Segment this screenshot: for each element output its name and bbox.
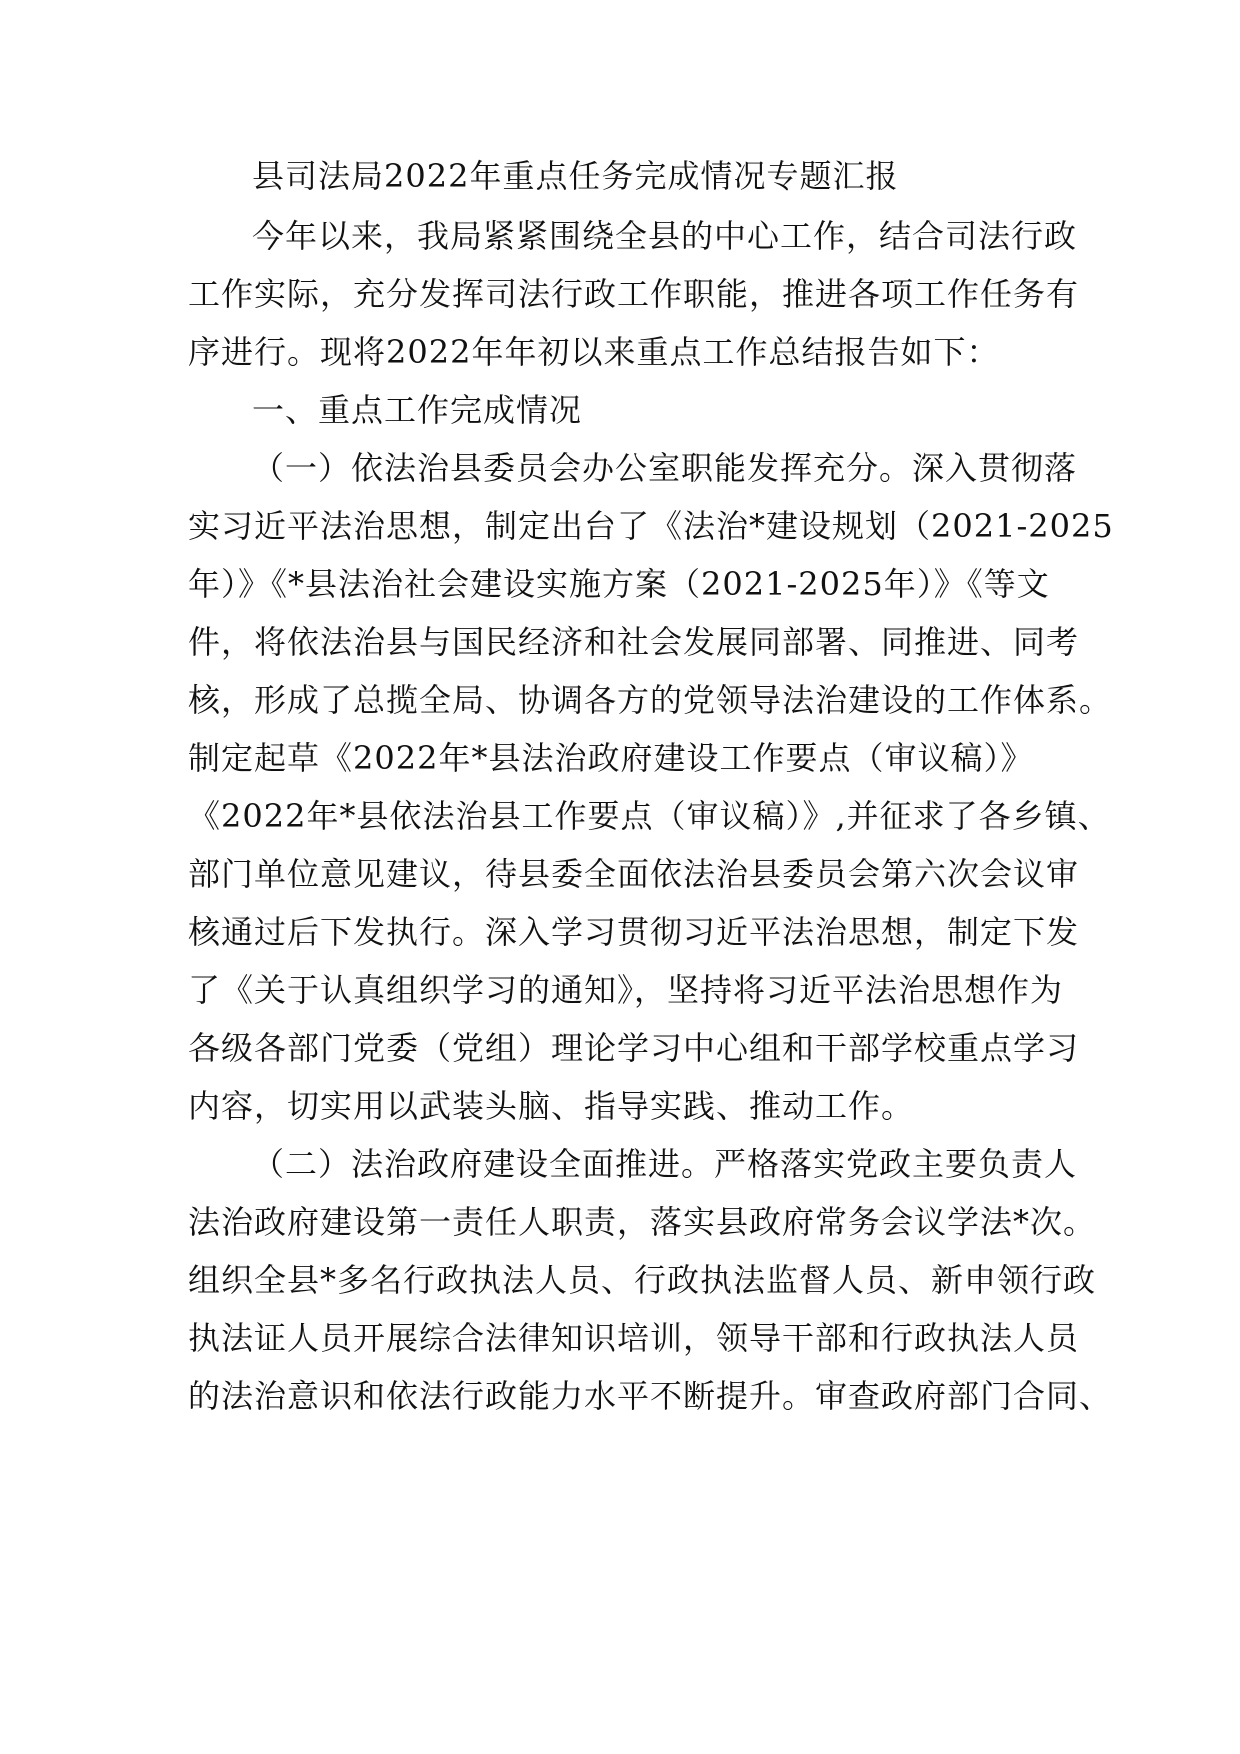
paragraph-line: 核通过后下发执行。深入学习贯彻习近平法治思想，制定下发 — [188, 913, 1080, 951]
paragraph-line: 各级各部门党委（党组）理论学习中心组和干部学校重点学习 — [188, 1029, 1080, 1067]
paragraph-line: 今年以来，我局紧紧围绕全县的中心工作，结合司法行政 — [252, 217, 1078, 255]
section-heading: 一、重点工作完成情况 — [252, 391, 583, 429]
document-title: 县司法局2022年重点任务完成情况专题汇报 — [252, 157, 899, 195]
paragraph-line: 件，将依法治县与国民经济和社会发展同部署、同推进、同考 — [188, 623, 1080, 661]
paragraph-line: （一）依法治县委员会办公室职能发挥充分。深入贯彻落 — [252, 449, 1078, 487]
paragraph-line: （二）法治政府建设全面推进。严格落实党政主要负责人 — [252, 1145, 1078, 1183]
paragraph-line: 了《关于认真组织学习的通知》，坚持将习近平法治思想作为 — [188, 971, 1064, 1009]
paragraph-line: 实习近平法治思想，制定出台了《法治*建设规划（2021-2025 — [188, 507, 1114, 545]
paragraph-line: 工作实际，充分发挥司法行政工作职能，推进各项工作任务有 — [188, 275, 1080, 313]
paragraph-line: 执法证人员开展综合法律知识培训，领导干部和行政执法人员 — [188, 1319, 1080, 1357]
paragraph-line: 年）》《*县法治社会建设实施方案（2021-2025年）》《等文 — [188, 565, 1050, 603]
paragraph-line: 部门单位意见建议，待县委全面依法治县委员会第六次会议审 — [188, 855, 1080, 893]
paragraph-line: 内容，切实用以武装头脑、指导实践、推动工作。 — [188, 1087, 915, 1125]
paragraph-line: 的法治意识和依法行政能力水平不断提升。审查政府部门合同、 — [188, 1377, 1113, 1415]
paragraph-line: 制定起草《2022年*县法治政府建设工作要点（审议稿）》 — [188, 739, 1034, 777]
paragraph-line: 序进行。现将2022年年初以来重点工作总结报告如下： — [188, 333, 1000, 371]
paragraph-line: 组织全县*多名行政执法人员、行政执法监督人员、新申领行政 — [188, 1261, 1097, 1299]
paragraph-line: 法治政府建设第一责任人职责，落实县政府常务会议学法*次。 — [188, 1203, 1097, 1241]
paragraph-line: 核，形成了总揽全局、协调各方的党领导法治建设的工作体系。 — [188, 681, 1113, 719]
paragraph-line: 《2022年*县依法治县工作要点（审议稿）》,并征求了各乡镇、 — [188, 797, 1111, 835]
